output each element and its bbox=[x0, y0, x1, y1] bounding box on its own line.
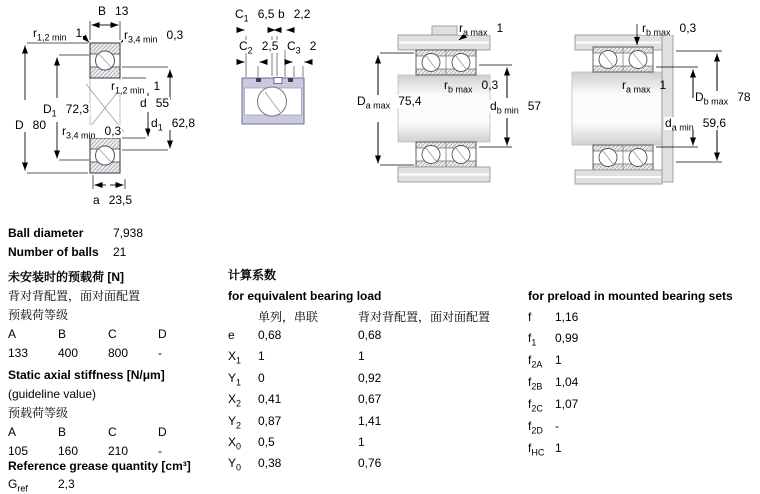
number-of-balls-label: Number of balls bbox=[8, 245, 99, 259]
ball-diameter-row bbox=[8, 224, 143, 243]
dim-label-Db-max: $D_{b max}$ 78 bbox=[695, 90, 751, 107]
calc-factor-row: $Y_0$ 0,38 0,76 bbox=[228, 456, 382, 473]
preload-factors-table bbox=[528, 288, 733, 462]
dim-label-rb-max-3: $r_{b max}$ 0,3 bbox=[444, 78, 499, 95]
number-of-balls-row bbox=[8, 243, 143, 262]
grease-value: 2,3 bbox=[58, 477, 75, 491]
preload-factor-row: $f_{2D}$ - bbox=[528, 418, 559, 436]
dim-label-ra-max-4: $r_{a max}$ 1 bbox=[622, 78, 667, 95]
calc-factor-row: $X_1$ 1 1 bbox=[228, 349, 365, 366]
stiffness-title: Static axial stiffness [N/μm] bbox=[8, 368, 165, 382]
dim-label-C1: $C_1$ 6,5 bbox=[235, 7, 275, 24]
dim-label-a: a 23,5 bbox=[93, 193, 133, 207]
preload-class-label: 预载荷等级 bbox=[8, 308, 69, 322]
calc-factor-row: $X_2$ 0,41 0,67 bbox=[228, 392, 382, 409]
stiffness-headers: A B C D bbox=[8, 425, 167, 439]
dim-label-D: D 80 bbox=[15, 118, 47, 132]
preload-unmounted-subtitle: 背对背配置，面对面配置 bbox=[8, 289, 141, 303]
ball-specs-table bbox=[8, 224, 143, 262]
preload-factor-row: $f_{2C}$ 1,07 bbox=[528, 397, 579, 414]
calc-factor-row: $Y_2$ 0,87 1,41 bbox=[228, 413, 382, 430]
stiffness-table bbox=[8, 366, 208, 461]
preload-unmounted-table bbox=[8, 268, 208, 363]
grease-row-label: $G_{ref}$ bbox=[8, 477, 28, 494]
dim-label-ra-max-3: $r_{a max}$ 1 bbox=[459, 21, 504, 38]
grease-table bbox=[8, 457, 191, 494]
dim-label-B: B 13 bbox=[98, 4, 129, 18]
grease-row bbox=[8, 475, 191, 494]
preload-factors-title: for preload in mounted bearing sets bbox=[528, 289, 733, 303]
dim-label-rb-max-4: $r_{b max}$ 0,3 bbox=[642, 21, 697, 38]
calc-factor-row: $Y_1$ 0 0,92 bbox=[228, 370, 382, 388]
stiffness-class-label: 预载荷等级 bbox=[8, 406, 69, 420]
calc-factor-row: e 0,68 0,68 bbox=[228, 328, 382, 342]
calc-factors-table bbox=[228, 267, 490, 477]
dim-label-r34-top: $r_{3,4 min}$ 0,3 bbox=[124, 28, 184, 45]
dim-label-Da-max: $D_{a max}$ 75,4 bbox=[357, 94, 422, 111]
ball-diameter-value: 7,938 bbox=[113, 226, 144, 240]
calc-factors-headers: 单列，串联 背对背配置，面对面配置 bbox=[258, 310, 491, 324]
dim-label-D1: $D_1$ 72,3 bbox=[43, 102, 90, 119]
calc-factors-title: 计算系数 bbox=[228, 268, 277, 282]
dim-label-d: d 55 bbox=[140, 96, 170, 110]
preload-factor-row: $f_{2B}$ 1,04 bbox=[528, 375, 579, 392]
stiffness-subtitle: (guideline value) bbox=[8, 387, 97, 401]
dim-label-C2: $C_2$ 2,5 bbox=[239, 39, 279, 56]
dim-label-r12-top: $r_{1,2 min}$ 1 bbox=[33, 26, 83, 43]
preload-unmounted-title: 未安装时的预载荷 [N] bbox=[8, 270, 124, 284]
calc-factors-subtitle: for equivalent bearing load bbox=[228, 289, 382, 303]
dim-label-db-min: $d_{b min}$ 57 bbox=[490, 99, 542, 116]
preload-unmounted-headers: A B C D bbox=[8, 327, 167, 341]
preload-factor-row: f 1,16 bbox=[528, 309, 579, 324]
stiffness-values: 105 160 210 - bbox=[8, 444, 162, 458]
dim-label-d1: $d_1$ 62,8 bbox=[151, 116, 196, 133]
preload-unmounted-values: 133 400 800 - bbox=[8, 346, 162, 360]
dim-label-r34-mid: $r_{3,4 min}$ 0,3 bbox=[62, 124, 122, 141]
ball-diameter-label: Ball diameter bbox=[8, 226, 84, 240]
calc-factor-row: $X_0$ 0,5 1 bbox=[228, 434, 365, 452]
number-of-balls-value: 21 bbox=[113, 245, 127, 259]
dim-label-b: b 2,2 bbox=[278, 7, 311, 21]
mounted-set-shaft-drawing bbox=[572, 21, 722, 184]
dim-label-r12-mid: $r_{1,2 min}$ 1 bbox=[111, 79, 161, 96]
preload-factor-row: $f_{2A}$ 1 bbox=[528, 353, 562, 370]
dim-label-da-min: $d_{a min}$ 59,6 bbox=[665, 116, 727, 133]
dim-label-C3: $C_3$ 2 bbox=[287, 39, 317, 56]
preload-factor-row: $f_1$ 0,99 bbox=[528, 331, 579, 348]
grease-title: Reference grease quantity [cm³] bbox=[8, 459, 191, 473]
preload-factor-row: $f_{HC}$ 1 bbox=[528, 440, 562, 458]
